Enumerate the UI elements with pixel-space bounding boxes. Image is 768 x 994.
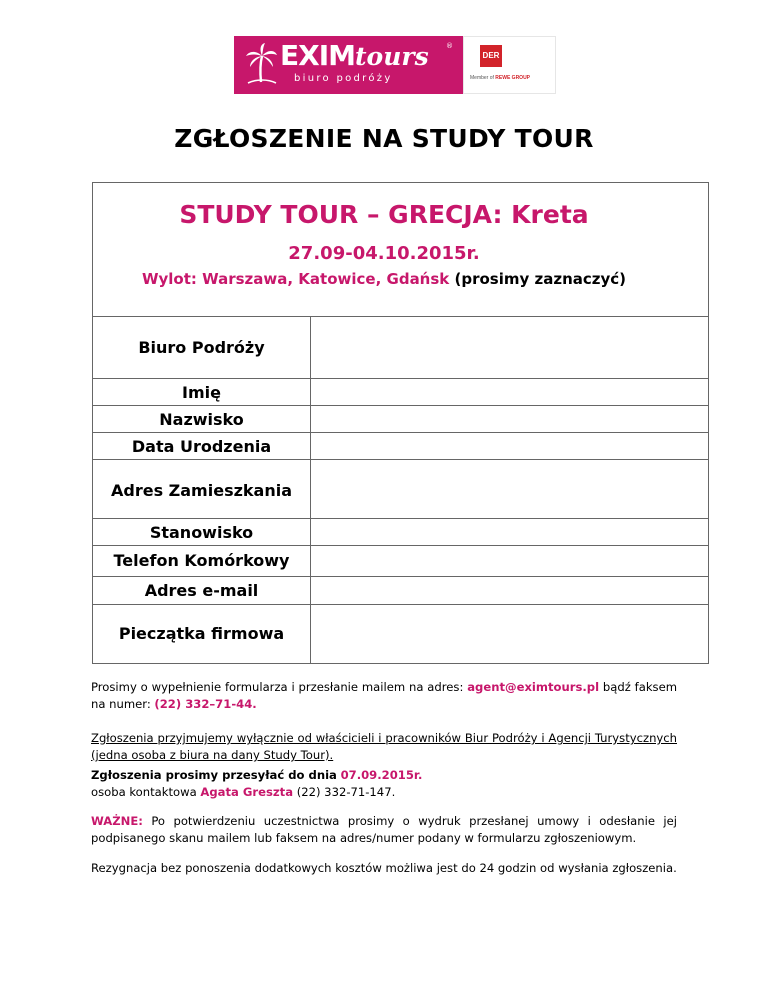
page-title: ZGŁOSZENIE NA STUDY TOUR [174,124,594,153]
field-biuro-podrozy[interactable] [311,317,708,378]
field-pieczatka-firmowa[interactable] [311,605,708,663]
label-adres-zamieszkania: Adres Zamieszkania [110,481,293,500]
field-adres-email[interactable] [311,577,708,604]
brand-script-text: tours [355,42,429,71]
instructions-paragraph [91,679,677,713]
deadline-date: 07.09.2015r. [340,768,423,782]
label-data-urodzenia: Data Urodzenia [131,437,272,456]
field-imie[interactable] [311,379,708,405]
label-adres-email: Adres e-mail [144,581,259,600]
label-nazwisko: Nazwisko [159,410,244,429]
partner-logo [463,36,556,94]
der-badge: DER [480,45,502,67]
instructions-text: Prosimy o wypełnienie formularza i przesłanie mailem na adres: [91,680,464,694]
tour-departure [0,270,768,288]
field-stanowisko[interactable] [311,519,708,545]
brand-name [280,41,429,72]
instructions-text-fax: bądź faksem na numer: [91,680,678,711]
field-data-urodzenia[interactable] [311,433,708,459]
tour-dates: 27.09-04.10.2015r. [288,243,480,264]
registered-mark: ® [446,42,453,50]
email-link[interactable]: agent@eximtours.pl [467,680,600,694]
label-pieczatka-firmowa: Pieczątka firmowa [118,624,285,643]
fax-number: (22) 332–71-44. [154,697,257,711]
field-telefon-komorkowy[interactable] [311,546,708,576]
field-adres-zamieszkania[interactable] [311,460,708,518]
deadline-paragraph [91,767,677,801]
palm-tree-icon [244,42,278,86]
field-nazwisko[interactable] [311,406,708,432]
departure-cities: Wylot: Warszawa, Katowice, Gdańsk [141,270,450,288]
deadline-text: Zgłoszenia prosimy przesyłać do dnia [91,768,337,782]
cancellation-paragraph: Rezygnacja bez ponoszenia dodatkowych kosztów możliwa jest do 24 godzin od wysłania zgłoszenia. [91,861,677,875]
contact-name: Agata Greszta [200,785,294,799]
important-paragraph [91,813,677,847]
eximtours-logo [234,36,556,94]
tour-title: STUDY TOUR – GRECJA: Kreta [179,200,589,229]
contact-phone: (22) 332-71-147. [296,785,396,799]
departure-note: (prosimy zaznaczyć) [454,270,627,288]
label-stanowisko: Stanowisko [149,523,254,542]
contact-label: osoba kontaktowa [91,785,197,799]
member-group: REWE GROUP [495,75,531,81]
member-prefix: Member of [470,75,496,81]
brand-tagline: biuro podróży [294,73,393,84]
label-biuro-podrozy: Biuro Podróży [138,338,265,357]
label-imie: Imię [182,383,221,402]
brand-main-text: EXIM [280,39,355,72]
brand-banner [234,36,463,94]
important-label: WAŻNE: [91,814,143,828]
important-text: Po potwierdzeniu uczestnictwa prosimy o wydruk przesłanej umowy i odesłanie jej podpisanego skanu mailem lub faksem na adres/numer podany w formularzu zgłoszeniowym. [91,814,677,845]
member-text [470,75,530,81]
eligibility-paragraph: Zgłoszenia przyjmujemy wyłącznie od właścicieli i pracowników Biur Podróży i Agencji Turystycznych (jedna osoba z biura na dany Study Tour). [91,731,677,762]
label-telefon-komorkowy: Telefon Komórkowy [113,551,290,570]
